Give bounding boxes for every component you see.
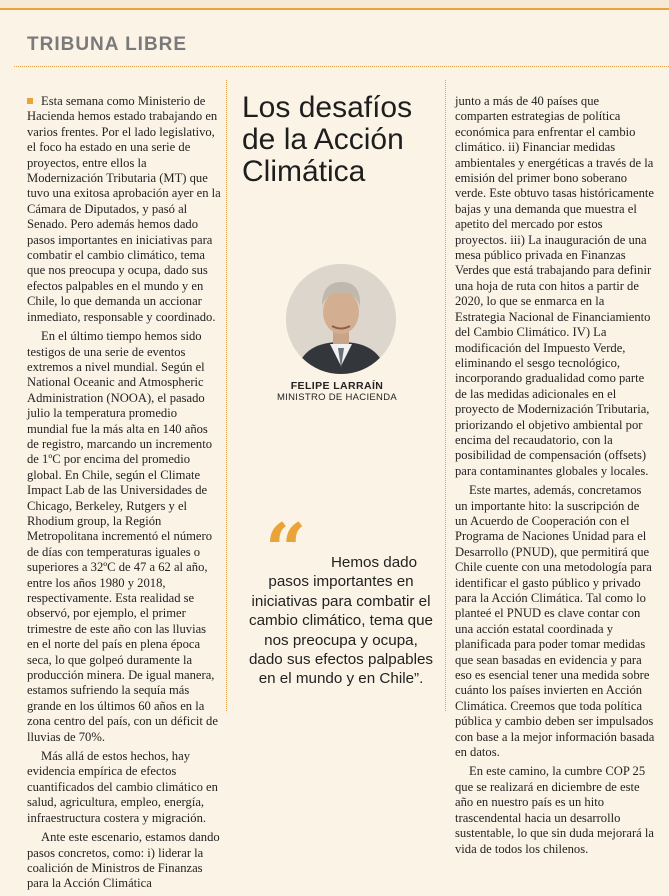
article-column-left xyxy=(27,94,221,896)
column-divider-left xyxy=(226,80,227,711)
paragraph: Este martes, además, concretamos un importante hito: la suscripción de un Acuerdo de Cooperación con el Programa de Naciones Unidad para el Desarrollo (PNUD), que permitirá que Chile cuente con una metodología para identificar el gasto público y privado para la Acción Climática. Tal como lo planteé el PNUD es clave contar con una acción estatal coordinada y planificada para poder tomar medidas que sean basadas en evidencia y para eso es esencial tener una medida sobre cuánto los países invierten en Acción Climática. Creemos que toda política pública y cambio deben ser impulsados con base a la mejor información basada en datos. xyxy=(455,483,655,760)
column-divider-right xyxy=(445,80,446,711)
article-column-right xyxy=(455,94,655,861)
pull-quote: Hemos dado pasos importantes en iniciativas para combatir el cambio climático, tema que nos preocupa y ocupa, dado sus efectos palpables en el mundo y en Chile”. xyxy=(248,554,434,688)
author-photo xyxy=(286,264,396,374)
author-name: FELIPE LARRAÍN xyxy=(290,380,384,392)
paragraph: Esta semana como Ministerio de Hacienda hemos estado trabajando en varios frentes. Por el lado legislativo, el foco ha estado en una serie de proyectos, entre ellos la Modernización Tributaria (MT) que tuvo una exitosa aprobación ayer en la Cámara de Diputados, y pasó al Senado. Pero además hemos dado pasos importantes en iniciativas para combatir el cambio climático, tema que nos preocupa y ocupa, dado sus efectos palpables en el mundo y en Chile, lo que demanda un accionar inmediato, responsable y coordinado. xyxy=(27,94,221,324)
author-credit xyxy=(242,380,432,403)
section-divider xyxy=(14,66,669,67)
bullet-icon xyxy=(27,98,33,104)
quote-icon: “ xyxy=(265,507,307,592)
portrait-illustration xyxy=(286,264,396,374)
paragraph: Más allá de estos hechos, hay evidencia empírica de efectos cuantificados del cambio climático en salud, agricultura, empleo, energía, infraestructura costera y migración. xyxy=(27,749,218,825)
paragraph: En el último tiempo hemos sido testigos de una serie de eventos extremos a nivel mundial. Según el National Oceanic and Atmospheric Administration (NOOA), el pasado julio la temperatura promedio mundial fue la más alta en 140 años de registro, marcando un incremento de 1ºC por encima del promedio global. En Chile, según el Climate Impact Lab de las Universidades de Chicago, Berkeley, Rutgers y el Rhodium group, la Región Metropolitana incrementó el número de días con temperaturas iguales o superiores a 32ºC de 47 a 62 al año, entre los años 1980 y 2018, respectivamente. Esta realidad se observó, por ejemplo, el primer trimestre de este año con las lluvias en el norte del país en plena época seca, lo que golpeó duramente la producción minera. De igual manera, estamos sufriendo la sequía más grande en los últimos 60 años en la zona centro del país, con un déficit de lluvias de 70%. xyxy=(27,329,218,744)
paragraph: junto a más de 40 países que comparten estrategias de política económica para enfrentar el cambio climático. ii) Financiar medidas ambientales y energéticas a través de la emisión del primer bono soberano verde. Este obtuvo tasas históricamente bajas y una demanda que muestra el apetito del mercado por estos proyectos. iii) La inauguración de una mesa público privada en Finanzas Verdes que está trabajando para definir una hoja de ruta con hitos a partir de 2020, lo que se enmarca en la Estrategia Nacional de Financiamiento del Cambio Climático. IV) La modificación del Impuesto Verde, eliminando el sesgo tecnológico, incorporando gradualidad como parte de las medidas adicionales en el proyecto de Modernización Tributaria, priorizando el objetivo ambiental por encima del recaudatorio, con la posibilidad de compensación (offsets) para contaminantes globales y locales. xyxy=(455,94,654,478)
paragraph: En este camino, la cumbre COP 25 que se realizará en diciembre de este año en nuestro país es un hito trascendental hacia un desarrollo sustentable, lo que sin duda mejorará la vida de todos los chilenos. xyxy=(455,764,654,856)
article-title: Los desafíos de la Acción Climática xyxy=(242,91,413,188)
author-role: MINISTRO DE HACIENDA xyxy=(276,392,397,403)
section-label: TRIBUNA LIBRE xyxy=(27,34,188,55)
top-rule xyxy=(0,0,669,10)
paragraph: Ante este escenario, estamos dando pasos concretos, como: i) liderar la coalición de Ministros de Finanzas para la Acción Climática xyxy=(27,830,220,891)
